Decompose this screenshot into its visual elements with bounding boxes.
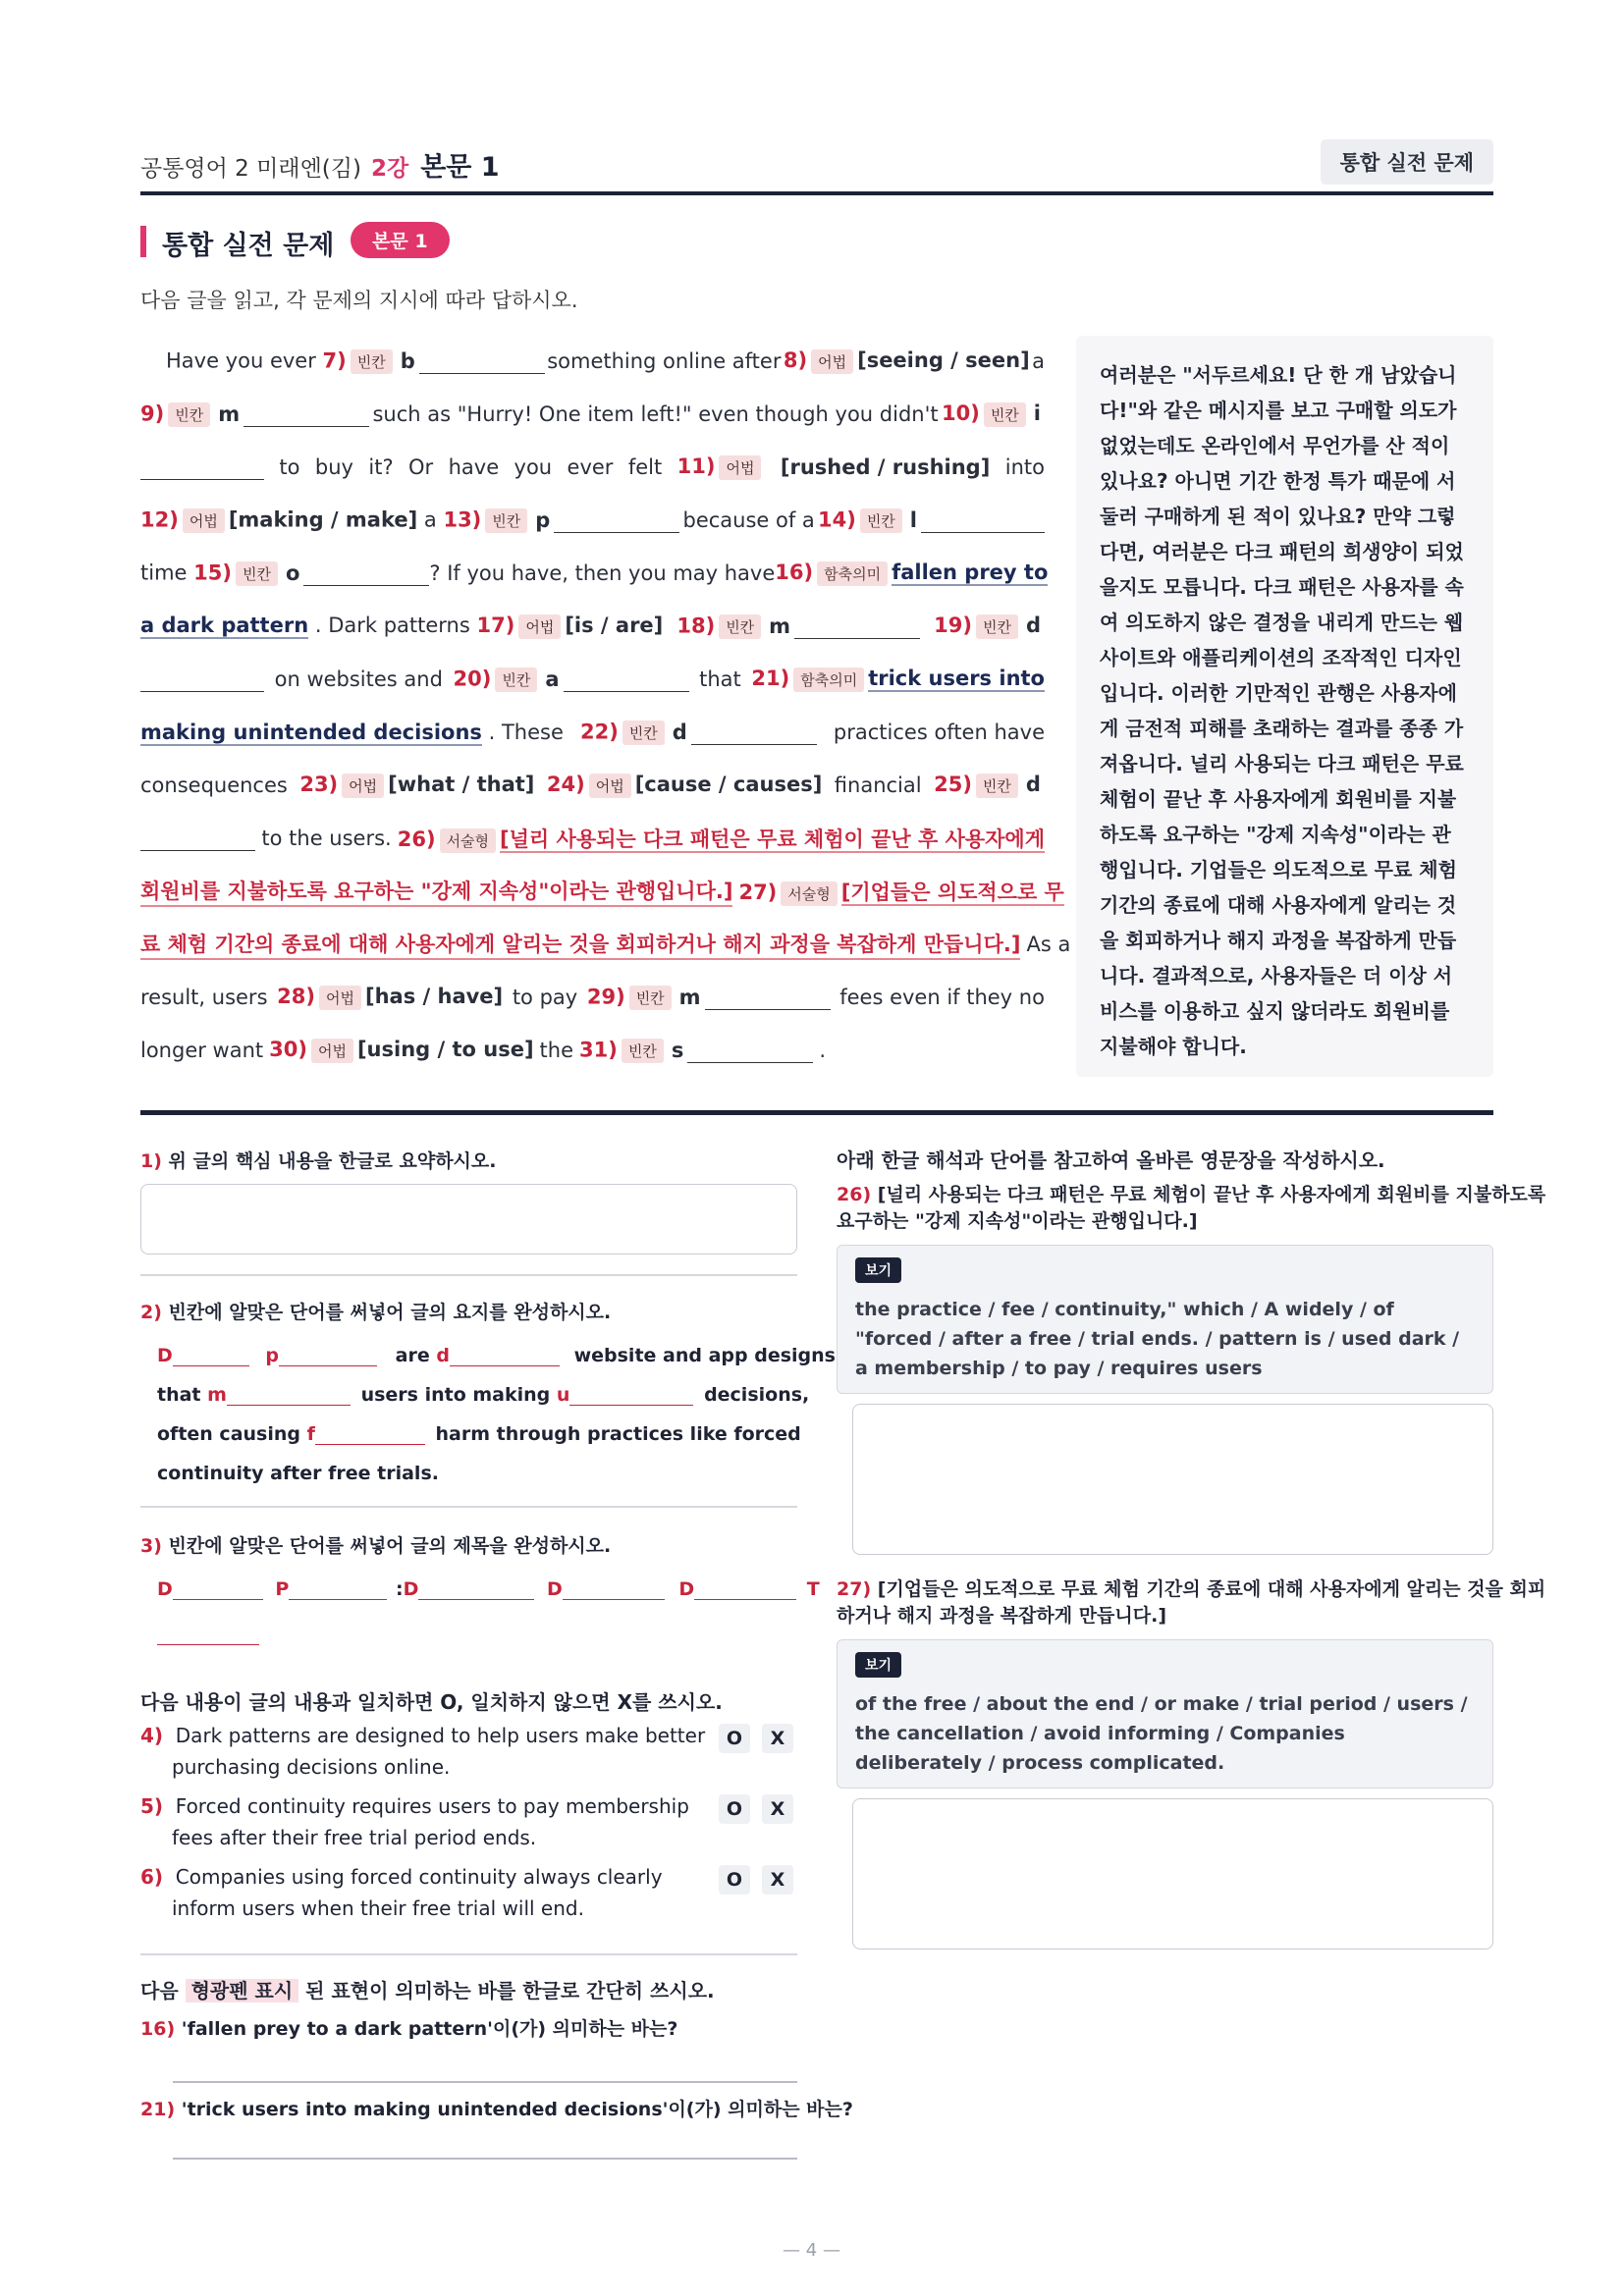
o-button[interactable]: O [719, 1724, 750, 1753]
blank-29[interactable] [705, 985, 831, 1010]
word-bank-text: of the free / about the end / or make / trial period / users / the cancellation / avoid informing / Companies deliberately / process complicated. [855, 1693, 1468, 1774]
blank-31[interactable] [687, 1038, 813, 1063]
passage-line: time 15) 빈칸 o ? If you have, then you may have 16) 함축의미 fallen prey to [140, 561, 1049, 585]
blank-13[interactable] [554, 507, 679, 533]
statement-5: 5) Forced continuity requires users to pay membership fees after their free trial period ends. [140, 1794, 689, 1849]
summary-line: continuity after free trials. [157, 1463, 439, 1484]
book-name: 공통영어 2 미래엔(김) [140, 156, 361, 182]
question-16: 16) 'fallen prey to a dark pattern'이(가) 의미하는 바는? [140, 2018, 678, 2040]
word-bank-26 [837, 1245, 1493, 1394]
title-blank[interactable] [418, 1578, 534, 1600]
lesson-title: 본문 1 [420, 152, 500, 183]
answer-line-16[interactable] [173, 2081, 797, 2083]
section-title: 통합 실전 문제 [162, 231, 335, 261]
passage-line: 9) 빈칸 m such as "Hurry! One item left!" even though you didn't 10) 빈칸 i [140, 401, 1041, 426]
header-badge: 통합 실전 문제 [1321, 139, 1493, 185]
highlight-21: trick users into [868, 667, 1045, 691]
summary-blank[interactable] [227, 1384, 351, 1406]
title-line: D P :D D D T [157, 1578, 820, 1600]
title-blank[interactable] [289, 1578, 387, 1600]
compose-instruction: 아래 한글 해석과 단어를 참고하여 올바른 영문장을 작성하시오. [837, 1148, 1385, 1172]
blank-22[interactable] [691, 720, 817, 745]
summary-blank[interactable] [279, 1345, 377, 1366]
blank-19[interactable] [140, 667, 264, 692]
section-pill: 본문 1 [351, 222, 450, 258]
o-button[interactable]: O [719, 1865, 750, 1895]
passage-line: result, users 28) 어법 [has / have] to pay 29) 빈칸 m fees even if they no [140, 985, 1045, 1009]
divider [140, 1953, 797, 1955]
title-blank[interactable] [694, 1578, 796, 1600]
summary-line: often causing f harm through practices like forced [157, 1423, 801, 1445]
passage-line: 12) 어법 [making / make] a 13) 빈칸 p because of a 14) 빈칸 l [140, 503, 1045, 538]
korean-sentence-27: [기업들은 의도적으로 무 [840, 881, 1064, 904]
translation-box: 여러분은 "서두르세요! 단 한 개 남았습니다!"와 같은 메시지를 보고 구매할 의도가 없었는데도 온라인에서 무언가를 산 적이 있나요? 아니면 기간 한정 특가 때문에 서둘러 구매하게 된 적이 있나요? 만약 그렇다면, 여러분은 다크 패턴의 희생양이 되었을지도 모릅니다. 다크 패턴은 사용자를 속여 의도하지 않은 결정을 내리게 만드는 웹사이트와 애플리케이션의 조작적인 디자인입니다. 이러한 기만적인 관행은 사용자에게 금전적 피해를 초래하는 결과를 종종 가져옵니다. 널리 사용되는 다크 패턴은 무료 체험이 끝난 후 사용자에게 회원비를 지불하도록 요구하는 "강제 지속성"이라는 관행입니다. 기업들은 의도적으로 무료 체험 기간의 종료에 대해 사용자에게 알리는 것을 회피하거나 해지 과정을 복잡하게 만듭니다. 결과적으로, 사용자들은 더 이상 서비스를 이용하고 싶지 않더라도 회원비를 지불해야 합니다. [1076, 336, 1493, 1077]
lecture-number: 2강 [370, 156, 409, 182]
passage-line: longer want 30) 어법 [using / to use] the 31) 빈칸 s . [140, 1038, 827, 1062]
question-27: 27) [기업들은 의도적으로 무료 체험 기간의 종료에 대해 사용자에게 알리는 것을 회피 하거나 해지 과정을 복잡하게 만듭니다.] [837, 1578, 1546, 1627]
title-blank[interactable] [157, 1624, 259, 1645]
question-3: 3) 빈칸에 알맞은 단어를 써넣어 글의 제목을 완성하시오. [140, 1535, 612, 1557]
korean-sentence-26: [널리 사용되는 다크 패턴은 무료 체험이 끝난 후 사용자에게 [500, 828, 1045, 851]
divider [140, 1274, 797, 1276]
title-blank[interactable] [563, 1578, 665, 1600]
passage-line: to buy it? Or have you ever felt 11) 어법 [rushed / rushing] into [140, 450, 1045, 485]
passage-line: 회원비를 지불하도록 요구하는 "강제 지속성"이라는 관행입니다.] 27) 서술형 [기업들은 의도적으로 무 [140, 874, 1045, 909]
x-button[interactable]: X [762, 1724, 793, 1753]
divider [140, 1506, 797, 1508]
x-button[interactable]: X [762, 1865, 793, 1895]
blank-14[interactable] [921, 507, 1045, 533]
blank-10[interactable] [140, 454, 264, 480]
statement-4: 4) Dark patterns are designed to help users make better purchasing decisions online. [140, 1724, 706, 1779]
answer-line-21[interactable] [173, 2158, 797, 2160]
question-1: 1) 위 글의 핵심 내용을 한글로 요약하시오. [140, 1150, 497, 1172]
summary-blank[interactable] [315, 1423, 425, 1445]
passage-line: on websites and 20) 빈칸 a that 21) 함축의미 trick users into [140, 662, 1045, 697]
summary-blank[interactable] [173, 1345, 249, 1366]
word-bank-label: 보기 [855, 1652, 901, 1678]
highlighter-mark: 형광펜 표시 [186, 1979, 299, 2002]
title-blank[interactable] [173, 1578, 263, 1600]
answer-box-1[interactable] [140, 1184, 797, 1255]
question-2: 2) 빈칸에 알맞은 단어를 써넣어 글의 요지를 완성하시오. [140, 1302, 612, 1323]
summary-blank[interactable] [450, 1345, 560, 1366]
summary-line: that m users into making u decisions, [157, 1384, 810, 1406]
page-number: — 4 — [783, 2240, 840, 2261]
section-accent-bar [140, 226, 146, 257]
blank-25[interactable] [140, 826, 255, 851]
summary-blank[interactable] [569, 1384, 693, 1406]
statement-6: 6) Companies using forced continuity always clearly inform users when their free trial will end. [140, 1865, 663, 1920]
word-bank-label: 보기 [855, 1257, 901, 1283]
passage-line: Have you ever 7) 빈칸 b something online after 8) 어법 [seeing / seen] a [166, 348, 1045, 373]
blank-7[interactable] [419, 348, 545, 374]
question-21: 21) 'trick users into making unintended decisions'이(가) 의미하는 바는? [140, 2099, 853, 2120]
o-button[interactable]: O [719, 1794, 750, 1824]
page-header [140, 139, 1493, 194]
blank-9[interactable] [243, 401, 369, 427]
header-rule [140, 191, 1493, 195]
passage-line: 료 체험 기간의 종료에 대해 사용자에게 알리는 것을 회피하거나 해지 과정을 복잡하게 만듭니다.] As a [140, 927, 1045, 962]
question-26: 26) [널리 사용되는 다크 패턴은 무료 체험이 끝난 후 사용자에게 회원비를 지불하도록 요구하는 "강제 지속성"이라는 관행입니다.] [837, 1184, 1546, 1232]
blank-15[interactable] [303, 561, 429, 586]
blank-18[interactable] [794, 614, 920, 639]
ox-instruction: 다음 내용이 글의 내용과 일치하면 O, 일치하지 않으면 X를 쓰시오. [140, 1690, 723, 1714]
highlight-16: fallen prey to [892, 561, 1049, 585]
summary-line: D p are d website and app designs [157, 1345, 836, 1366]
section-divider [140, 1110, 1493, 1115]
passage-line: a dark pattern . Dark patterns 17) 어법 [is / are] 18) 빈칸 m 19) 빈칸 d [140, 614, 1041, 638]
word-bank-27 [837, 1639, 1493, 1789]
answer-box-27[interactable] [852, 1798, 1493, 1949]
x-button[interactable]: X [762, 1794, 793, 1824]
meaning-instruction: 다음 형광펜 표시 된 표현이 의미하는 바를 한글로 간단히 쓰시오. [140, 1979, 715, 2002]
header-title-group [140, 145, 500, 184]
passage-line: consequences 23) 어법 [what / that] 24) 어법 [cause / causes] financial 25) 빈칸 d [140, 773, 1041, 797]
answer-box-26[interactable] [852, 1404, 1493, 1555]
section-instruction: 다음 글을 읽고, 각 문제의 지시에 따라 답하시오. [140, 289, 578, 312]
passage-line: to the users. 26) 서술형 [널리 사용되는 다크 패턴은 무료 체험이 끝난 후 사용자에게 [140, 821, 1045, 856]
passage-line: making unintended decisions . These 22) 빈칸 d practices often have [140, 720, 1045, 744]
word-bank-text: the practice / fee / continuity," which / A widely / of "forced / after a free / trial ends. / pattern is / used dark / a membership / to pay / requires users [855, 1299, 1460, 1379]
blank-20[interactable] [564, 667, 689, 692]
